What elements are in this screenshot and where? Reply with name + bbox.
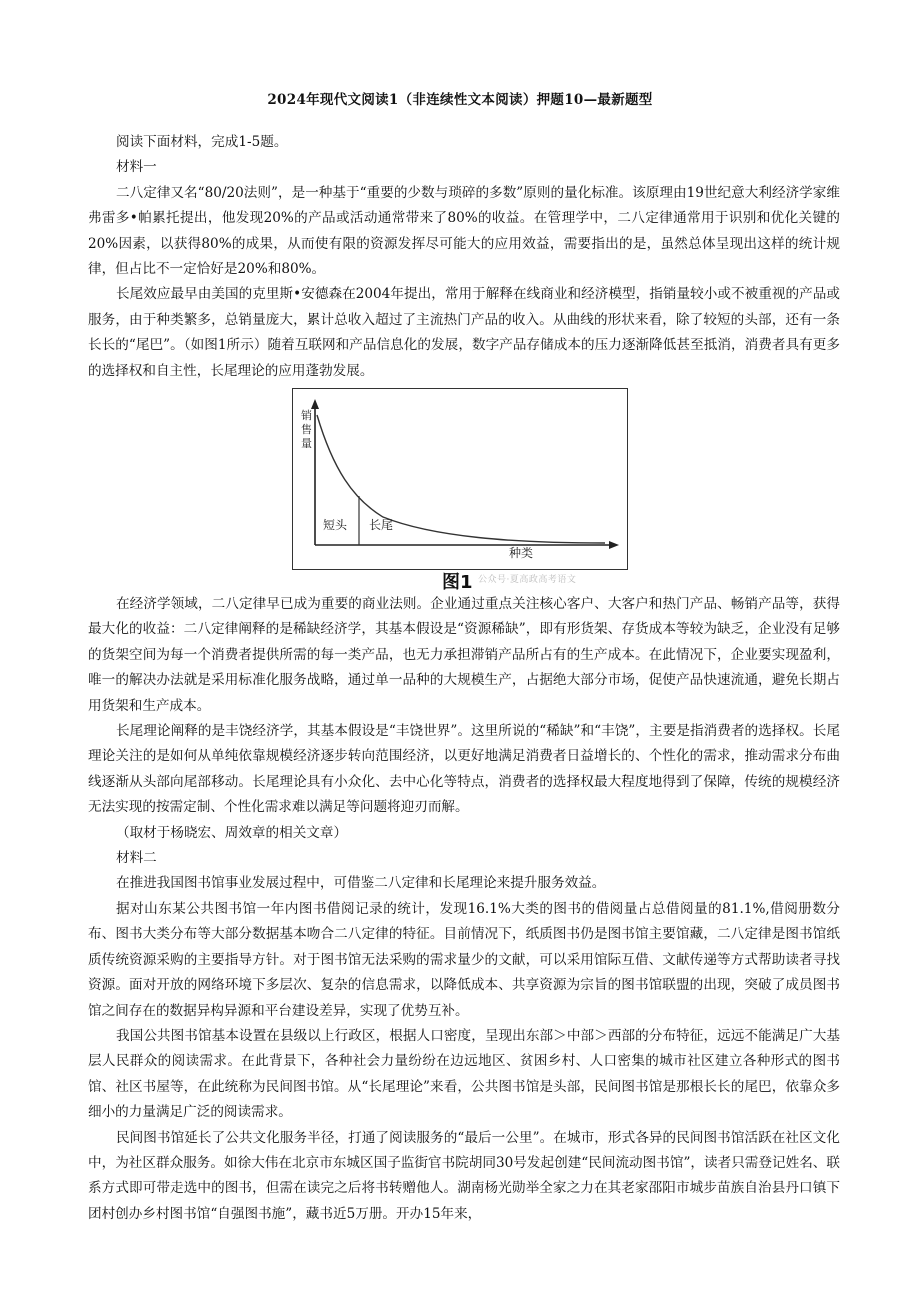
y-axis-arrow [311,399,319,409]
long-tail-chart [293,389,627,569]
material-two-paragraph-2: 据对山东某公共图书馆一年内图书借阅记录的统计，发现16.1%大类的图书的借阅量占总借阅量的81.1%,借阅册数分布、图书大类分布等大部分数据基本吻合二八定律的特征。目前情况下，纸质图书仍是图书馆主要馆藏，二八定律是图书馆纸质传统资源采购的主要指导方针。对于图书馆无法采购的需求量少的文献，可以采用馆际互借、文献传递等方式帮助读者寻找资源。面对开放的网络环境下多层次、复杂的信息需求，以降低成本、共享资源为宗旨的图书馆联盟的出现，突破了成员图书馆之间存在的数据异构异源和平台建设差异，实现了优势互补。 [88,900,840,1019]
intro-line: 阅读下面材料，完成1-5题。 [116,134,288,150]
page-title: 2024年现代文阅读1（非连续性文本阅读）押题10—最新题型 [267,92,653,108]
figure-caption: 图1 [442,572,473,593]
material-one-paragraph-2: 长尾效应最早由美国的克里斯•安德森在2004年提出，常用于解释在线商业和经济模型，指销量较小或不被重视的产品或服务，由于种类繁多，总销量庞大，累计总收入超过了主流热门产品的收入。从曲线的形状来看，除了较短的头部，还有一条长长的“尾巴”。（如图1所示）随着互联网和产品信息化的发展，数字产品存储成本的压力逐渐降低甚至抵消，消费者具有更多的选择权和自主性，长尾理论的应用蓬勃发展。 [88,286,840,379]
material-two-paragraph-4: 民间图书馆延长了公共文化服务半径，打通了阅读服务的“最后一公里”。在城市，形式各异的民间图书馆活跃在社区文化中，为社区群众服务。如徐大伟在北京市东城区国子监街官书院胡同30号发起创建“民间流动图书馆”，读者只需登记姓名、联系方式即可带走选中的图书，但需在读完之后将书转赠他人。湖南杨光勋举全家之力在其老家邵阳市城步苗族自治县丹口镇下团村创办乡村图书馆“自强图书施”，藏书近5万册。开办15年来， [88,1129,840,1222]
lower-text [88,592,840,1227]
y-axis-label-char-3: 量 [301,437,312,450]
material-one-heading: 材料一 [116,159,157,176]
material-two-heading: 材料二 [116,850,157,867]
tail-label: 长尾 [369,518,394,532]
material-two-paragraph-3: 我国公共图书馆基本设置在县级以上行政区，根据人口密度，呈现出东部＞中部＞西部的分布特征，远远不能满足广大基层人民群众的阅读需求。在此背景下，各种社会力量纷纷在边远地区、贫困乡村、人口密集的城市社区建立各种形式的图书馆、社区书屋等，在此统称为民间图书馆。从“长尾理论”来看，公共图书馆是头部，民间图书馆是那根长长的尾巴，依靠众多细小的力量满足广泛的阅读需求。 [88,1027,840,1121]
figure-1 [292,388,628,593]
material-one-paragraph-4: 长尾理论阐释的是丰饶经济学，其基本假设是“丰饶世界”。这里所说的“稀缺”和“丰饶”，主要是指消费者的选择权。长尾理论关注的是如何从单纯依靠规模经济逐步转向范围经济，以更好地满足消费者日益增长的、个性化的需求，推动需求分布曲线逐渐从头部向尾部移动。长尾理论具有小众化、去中心化等特点，消费者的选择权最大程度地得到了保障，传统的规模经济无法实现的按需定制、个性化需求难以满足等问题将迎刃而解。 [88,723,840,816]
x-axis-arrow [609,541,619,549]
figure-frame [292,388,628,570]
material-one-paragraph-3: 在经济学领域，二八定律早已成为重要的商业法则。企业通过重点关注核心客户、大客户和热门产品、畅销产品等，获得最大化的收益：二八定律阐释的是稀缺经济学，其基本假设是“资源稀缺”，即有形货架、存货成本等较为缺乏，企业没有足够的货架空间为每一个消费者提供所需的每一类产品，也无力承担滞销产品所占有的生产成本。在此情况下，企业要实现盈利，唯一的解决办法就是采用标准化服务战略，通过单一品种的大规模生产，占据绝大部分市场，促使产品快速流通，避免长期占用货架和生产成本。 [88,596,840,714]
y-axis-label: 销售量 [293,389,296,390]
x-axis-label: 种类 [509,546,534,560]
head-label: 短头 [323,518,348,532]
y-axis-label-char-2: 售 [301,423,312,436]
material-one-paragraph-1: 二八定律又名“80/20法则”，是一种基于“重要的少数与琐碎的多数”原则的量化标准。该原理由19世纪意大利经济学家维弗雷多•帕累托提出，他发现20%的产品或活动通常带来了80%的收益。在管理学中，二八定律通常用于识别和优化关键的20%因素，以获得80%的成果，从而使有限的资源发挥尽可能大的应用效益，需要指出的是，虽然总体呈现出这样的统计规律，但占比不一定恰好是20%和80%。 [88,184,840,278]
upper-text [88,130,840,384]
material-two-paragraph-1: 在推进我国图书馆事业发展过程中，可借鉴二八定律和长尾理论来提升服务效益。 [116,875,606,892]
watermark-text: 公众号·夏高政高考语文 [478,575,577,585]
long-tail-curve [317,415,605,543]
y-axis-label-char-1: 销 [301,409,312,422]
material-one-source: （取材于杨晓宏、周效章的相关文章） [116,824,348,841]
